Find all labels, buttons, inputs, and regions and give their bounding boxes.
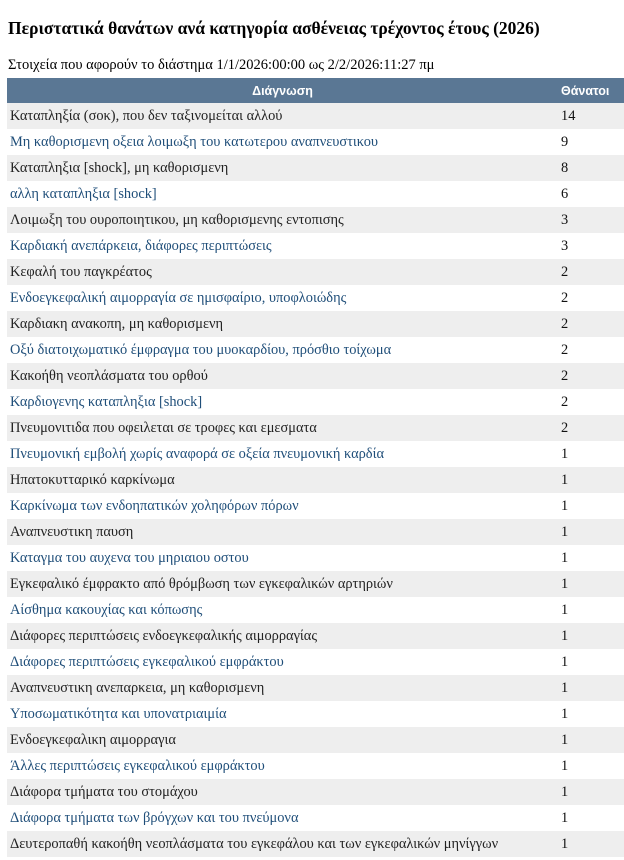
deaths-cell: 2	[558, 363, 624, 389]
diagnosis-cell: Οξύ διατοιχωματικό έμφραγμα του μυοκαρδίου, πρόσθιο τοίχωμα	[7, 337, 558, 363]
table-header-row	[7, 78, 624, 103]
deaths-cell: 1	[558, 831, 624, 857]
deaths-cell: 1	[558, 779, 624, 805]
table-row	[7, 285, 624, 311]
table-row	[7, 649, 624, 675]
deaths-cell: 1	[558, 623, 624, 649]
diagnosis-cell: Υποσωματικότητα και υπονατριαιμία	[7, 701, 558, 727]
deaths-cell: 1	[558, 467, 624, 493]
table-row	[7, 467, 624, 493]
deaths-cell: 14	[558, 103, 624, 129]
diagnosis-cell: Διάφορες περιπτώσεις ενδοεγκεφαλικής αιμορραγίας	[7, 623, 558, 649]
diagnosis-cell: Καταπληξια [shock], μη καθορισμενη	[7, 155, 558, 181]
deaths-cell: 2	[558, 337, 624, 363]
table-row	[7, 389, 624, 415]
deaths-cell: 1	[558, 727, 624, 753]
table-row	[7, 727, 624, 753]
deaths-cell: 6	[558, 181, 624, 207]
diagnosis-cell: Εγκεφαλικό έμφρακτο από θρόμβωση των εγκεφαλικών αρτηριών	[7, 571, 558, 597]
date-range-text: Στοιχεία που αφορούν το διάστημα 1/1/2026:00:00 ως 2/2/2026:11:27 πμ	[8, 57, 435, 73]
table-row	[7, 753, 624, 779]
deaths-cell: 1	[558, 675, 624, 701]
table-row	[7, 155, 624, 181]
deaths-cell: 1	[558, 753, 624, 779]
deaths-table	[7, 78, 624, 857]
table-row	[7, 597, 624, 623]
diagnosis-cell: Πνευμονική εμβολή χωρίς αναφορά σε οξεία πνευμονική καρδία	[7, 441, 558, 467]
deaths-cell: 2	[558, 259, 624, 285]
table-row	[7, 675, 624, 701]
header-diagnosis: Διάγνωση	[7, 78, 558, 103]
table-row	[7, 831, 624, 857]
table-row	[7, 103, 624, 129]
deaths-cell: 1	[558, 441, 624, 467]
diagnosis-cell: Διάφορα τμήματα του στομάχου	[7, 779, 558, 805]
diagnosis-cell: Κεφαλή του παγκρέατος	[7, 259, 558, 285]
diagnosis-cell: Δευτεροπαθή κακοήθη νεοπλάσματα του εγκεφάλου και των εγκεφαλικών μηνίγγων	[7, 831, 558, 857]
deaths-cell: 8	[558, 155, 624, 181]
page-title: Περιστατικά θανάτων ανά κατηγορία ασθένειας τρέχοντος έτους (2026)	[8, 18, 540, 38]
table-row	[7, 779, 624, 805]
diagnosis-cell: Διάφορα τμήματα των βρόγχων και του πνεύμονα	[7, 805, 558, 831]
diagnosis-cell: Ενδοεγκεφαλικη αιμορραγια	[7, 727, 558, 753]
diagnosis-cell: αλλη καταπληξια [shock]	[7, 181, 558, 207]
diagnosis-cell: Αίσθημα κακουχίας και κόπωσης	[7, 597, 558, 623]
deaths-cell: 1	[558, 649, 624, 675]
diagnosis-cell: Αναπνευστικη παυση	[7, 519, 558, 545]
deaths-cell: 1	[558, 493, 624, 519]
table-row	[7, 493, 624, 519]
diagnosis-cell: Καρκίνωμα των ενδοηπατικών χοληφόρων πόρων	[7, 493, 558, 519]
diagnosis-cell: Καρδιογενης καταπληξια [shock]	[7, 389, 558, 415]
table-row	[7, 701, 624, 727]
table-row	[7, 337, 624, 363]
deaths-cell: 2	[558, 285, 624, 311]
deaths-cell: 2	[558, 311, 624, 337]
diagnosis-cell: Λοιμωξη του ουροποιητικου, μη καθορισμενης εντοπισης	[7, 207, 558, 233]
table-row	[7, 181, 624, 207]
deaths-cell: 3	[558, 207, 624, 233]
table-row	[7, 233, 624, 259]
deaths-cell: 2	[558, 389, 624, 415]
diagnosis-cell: Καταγμα του αυχενα του μηριαιου οστου	[7, 545, 558, 571]
diagnosis-cell: Άλλες περιπτώσεις εγκεφαλικού εμφράκτου	[7, 753, 558, 779]
deaths-cell: 1	[558, 519, 624, 545]
diagnosis-cell: Μη καθορισμενη οξεια λοιμωξη του κατωτερου αναπνευστικου	[7, 129, 558, 155]
diagnosis-cell: Ενδοεγκεφαλική αιμορραγία σε ημισφαίριο, υποφλοιώδης	[7, 285, 558, 311]
diagnosis-cell: Καρδιακή ανεπάρκεια, διάφορες περιπτώσεις	[7, 233, 558, 259]
diagnosis-cell: Πνευμονιτιδα που οφειλεται σε τροφες και εμεσματα	[7, 415, 558, 441]
table-row	[7, 519, 624, 545]
table-row	[7, 129, 624, 155]
header-deaths: Θάνατοι	[558, 78, 624, 103]
diagnosis-cell: Καρδιακη ανακοπη, μη καθορισμενη	[7, 311, 558, 337]
table-row	[7, 623, 624, 649]
table-row	[7, 805, 624, 831]
table-row	[7, 363, 624, 389]
diagnosis-cell: Κακοήθη νεοπλάσματα του ορθού	[7, 363, 558, 389]
deaths-cell: 2	[558, 415, 624, 441]
table-row	[7, 259, 624, 285]
deaths-cell: 1	[558, 597, 624, 623]
table-row	[7, 415, 624, 441]
deaths-cell: 1	[558, 571, 624, 597]
table-row	[7, 571, 624, 597]
table-row	[7, 207, 624, 233]
deaths-cell: 1	[558, 805, 624, 831]
deaths-cell: 3	[558, 233, 624, 259]
deaths-cell: 9	[558, 129, 624, 155]
table-row	[7, 545, 624, 571]
table-row	[7, 441, 624, 467]
deaths-cell: 1	[558, 701, 624, 727]
diagnosis-cell: Ηπατοκυτταρικό καρκίνωμα	[7, 467, 558, 493]
table-row	[7, 311, 624, 337]
diagnosis-cell: Αναπνευστικη ανεπαρκεια, μη καθορισμενη	[7, 675, 558, 701]
diagnosis-cell: Καταπληξία (σοκ), που δεν ταξινομείται αλλού	[7, 103, 558, 129]
deaths-cell: 1	[558, 545, 624, 571]
diagnosis-cell: Διάφορες περιπτώσεις εγκεφαλικού εμφράκτου	[7, 649, 558, 675]
